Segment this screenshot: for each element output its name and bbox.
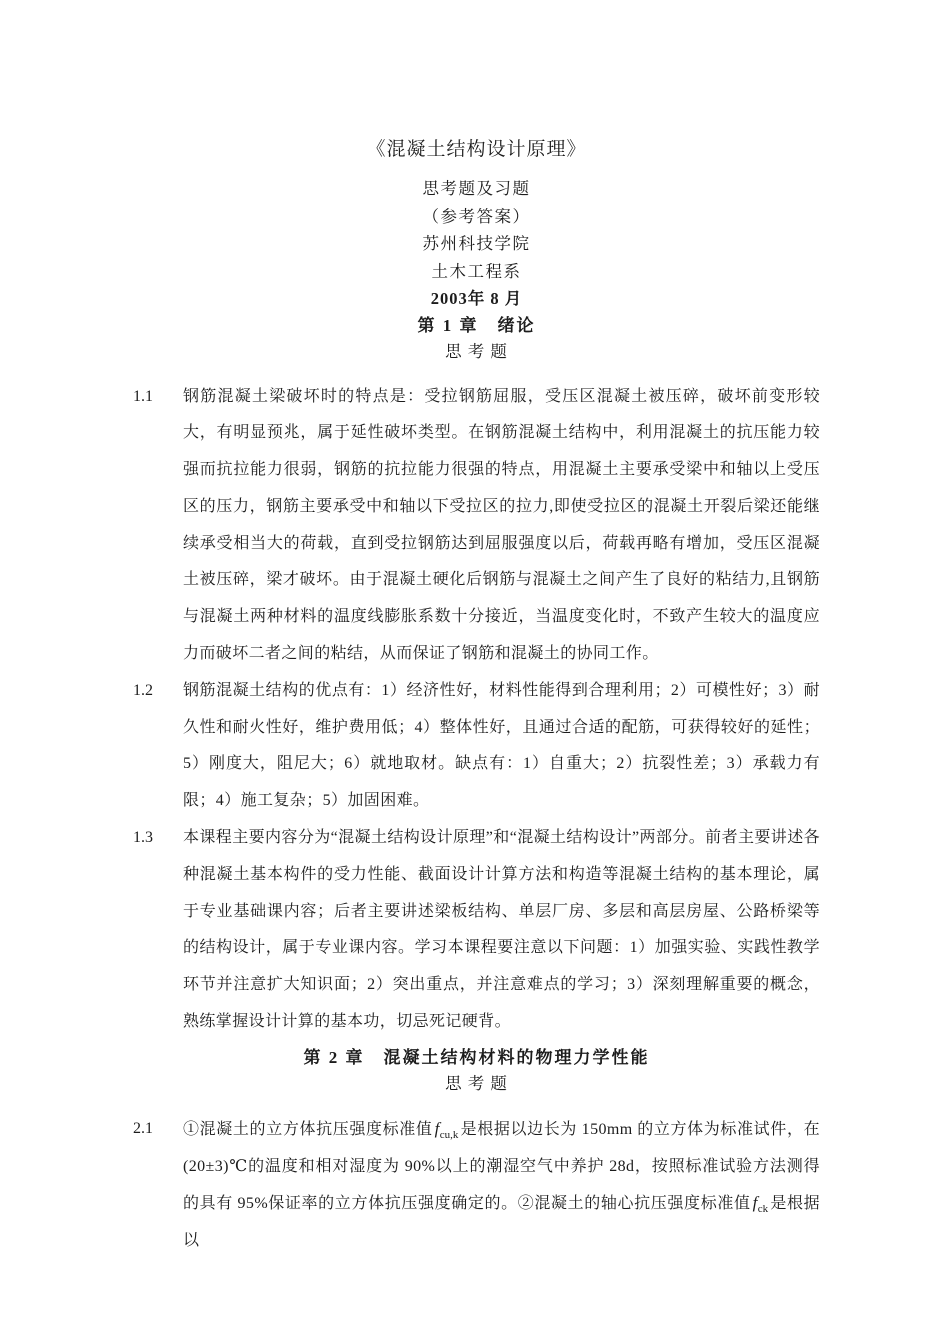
chapter-1-heading: 第 1 章 绪论 — [417, 315, 536, 335]
chapter-2 — [133, 1045, 820, 1260]
problem-text: 钢筋混凝土结构的优点有：1）经济性好，材料性能得到合理利用；2）可模性好；3）耐久性和耐火性好，维护费用低；4）整体性好，且通过合适的配筋，可获得较好的延性；5）刚度大，阻尼大；6）就地取材。缺点有：1）自重大；2）抗裂性差；3）承载力有限；4）施工复杂；5）加固困难。 — [183, 681, 820, 810]
document-header — [133, 134, 820, 313]
problem-number: 1.3 — [133, 829, 153, 847]
problem-text: 本课程主要内容分为“混凝土结构设计原理”和“混凝土结构设计”两部分。前者主要讲述各种混凝土基本构件的受力性能、截面设计计算方法和构造等混凝土结构的基本理论，属于专业基础课内容；后者主要讲述梁板结构、单层厂房、多层和高层房屋、公路桥梁等的结构设计，属于专业课内容。学习本课程要注意以下问题：1）加强实验、实践性教学环节并注意扩大知识面；2）突出重点，并注意难点的学习；3）深刻理解重要的概念，熟练掌握设计计算的基本功，切忌死记硬背。 — [183, 829, 820, 1031]
chapter-1 — [133, 313, 820, 1041]
institution-name: 苏州科技学院 — [422, 234, 531, 253]
formula-variable: $f_{ck}$ — [752, 1193, 769, 1216]
problem-number: 1.1 — [133, 387, 153, 405]
chapter-2-heading: 第 2 章 混凝土结构材料的物理力学性能 — [303, 1047, 650, 1067]
problem-item-1-3 — [133, 820, 820, 1041]
book-title: 《混凝土结构设计原理》 — [366, 139, 587, 160]
problem-text: 钢筋混凝土梁破坏时的特点是：受拉钢筋屈服，受压区混凝土被压碎，破坏前变形较大，有明显预兆，属于延性破坏类型。在钢筋混凝土结构中，利用混凝土的抗压能力较强而抗拉能力很弱，钢筋的抗拉能力很强的特点，用混凝土主要承受梁中和轴以上受压区的压力，钢筋主要承受中和轴以下受拉区的拉力,即使受拉区的混凝土开裂后梁还能继续承受相当大的荷载，直到受拉钢筋达到屈服强度以后，荷载再略有增加，受压区混凝土被压碎，梁才破坏。由于混凝土硬化后钢筋与混凝土之间产生了良好的粘结力,且钢筋与混凝土两种材料的温度线膨胀系数十分接近，当温度变化时，不致产生较大的温度应力而破坏二者之间的粘结，从而保证了钢筋和混凝土的协同工作。 — [183, 387, 820, 663]
problem-number: 2.1 — [133, 1119, 153, 1137]
chapter-1-problems — [133, 379, 820, 1041]
chapter-2-section-label: 思 考 题 — [445, 1073, 508, 1093]
publication-date: 2003年 8 月 — [430, 289, 523, 308]
formula-variable: $f_{cu,k}$ — [434, 1118, 459, 1141]
chapter-2-problems — [133, 1111, 820, 1260]
document-subtitle: 思考题及习题 — [422, 179, 531, 198]
problem-item-2-1 — [133, 1111, 820, 1260]
department-name: 土木工程系 — [431, 261, 522, 281]
answers-note: （参考答案） — [422, 206, 531, 226]
problem-item-1-1 — [133, 379, 820, 673]
problem-text: ①混凝土的立方体抗压强度标准值 $f_{cu,k}$ 是根据以边长为 150mm 的立方体为标准试件，在(20±3)℃的温度和相对湿度为 90%以上的潮湿空气中养护 28d，按照标准试验方法测得的具有 95%保证率的立方体抗压强度确定的。②混凝土的轴心抗压强度标准值 $f_{ck}$ 是根据以 — [183, 1118, 821, 1250]
problem-item-1-2 — [133, 673, 820, 820]
problem-number: 1.2 — [133, 681, 153, 699]
chapter-1-section-label: 思 考 题 — [445, 341, 508, 361]
